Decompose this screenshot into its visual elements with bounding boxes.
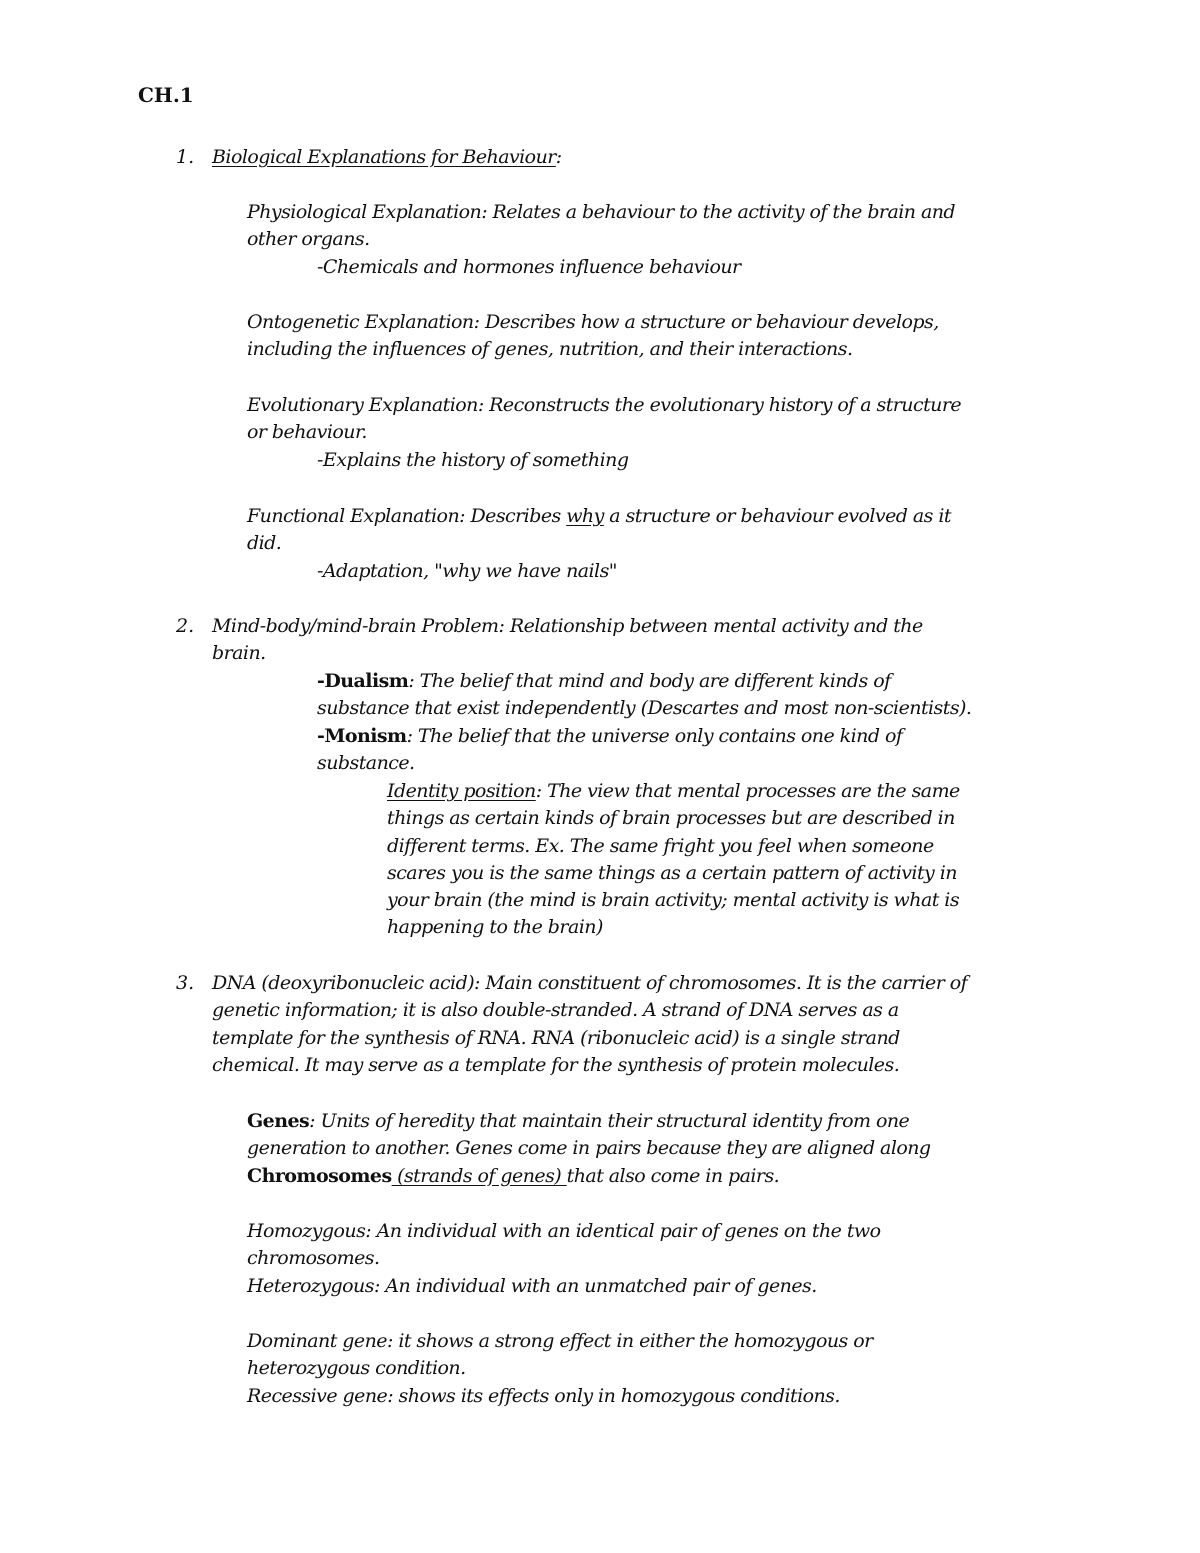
homozygous-line-2: chromosomes. bbox=[247, 1247, 380, 1270]
functional-line-1-start: Functional Explanation: Describes bbox=[247, 505, 567, 527]
evolutionary-line-1: Evolutionary Explanation: Reconstructs the evolutionary history of a structure bbox=[247, 394, 962, 416]
dna-definition bbox=[212, 970, 967, 1079]
section-1-heading-colon: : bbox=[555, 146, 562, 168]
identity-line-3: different terms. Ex. The same fright you feel when someone bbox=[387, 834, 934, 857]
genes-definition bbox=[247, 1108, 931, 1190]
identity-line-1 bbox=[387, 778, 960, 805]
section-1-heading-text: Biological Explanations for Behaviour bbox=[212, 146, 556, 168]
mind-body-line-1: Mind-body/mind-brain Problem: Relationship between mental activity and the bbox=[212, 615, 923, 637]
identity-term: Identity position bbox=[387, 780, 536, 802]
ontogenetic-explanation bbox=[247, 309, 939, 364]
monism-definition: : The belief that the universe only contains one kind of bbox=[406, 724, 903, 747]
physiological-line-1: Physiological Explanation: Relates a behaviour to the activity of the brain and bbox=[247, 201, 956, 223]
identity-line-5: your brain (the mind is brain activity; mental activity is what is bbox=[387, 889, 960, 912]
monism-line-1 bbox=[317, 723, 971, 750]
chromosomes-gloss: (strands of genes) bbox=[391, 1164, 567, 1187]
physiological-note: -Chemicals and hormones influence behaviour bbox=[317, 255, 741, 278]
monism-term: -Monism bbox=[317, 724, 407, 747]
list-number-2: 2. bbox=[176, 615, 195, 637]
heterozygous-line: Heterozygous: An individual with an unmatched pair of genes. bbox=[247, 1274, 817, 1297]
evolutionary-note: -Explains the history of something bbox=[317, 448, 629, 471]
ontogenetic-line-2: including the influences of genes, nutrition, and their interactions. bbox=[247, 338, 853, 361]
identity-line-4: scares you is the same things as a certain pattern of activity in bbox=[387, 861, 957, 884]
dualism-line-1 bbox=[317, 668, 971, 695]
chromosomes-term: Chromosomes bbox=[247, 1164, 392, 1187]
dominant-line-2: heterozygous condition. bbox=[247, 1357, 466, 1380]
genes-term: Genes bbox=[247, 1110, 310, 1132]
dualism-term: -Dualism bbox=[317, 670, 409, 692]
functional-line-2: did. bbox=[247, 532, 282, 555]
identity-definition: : The view that mental processes are the same bbox=[535, 780, 960, 802]
genes-text-end: that also come in pairs. bbox=[566, 1164, 780, 1187]
dominance-definitions bbox=[247, 1328, 873, 1410]
genes-line-1 bbox=[247, 1108, 931, 1135]
ontogenetic-line-1: Ontogenetic Explanation: Describes how a structure or behaviour develops, bbox=[247, 311, 939, 333]
identity-position-block bbox=[387, 778, 960, 942]
zygosity-definitions bbox=[247, 1218, 881, 1300]
dna-line-1: DNA (deoxyribonucleic acid): Main constituent of chromosomes. It is the carrier of bbox=[212, 972, 968, 994]
homozygous-line-1: Homozygous: An individual with an identical pair of genes on the two bbox=[247, 1220, 881, 1242]
dna-line-3: template for the synthesis of RNA. RNA (ribonucleic acid) is a single strand bbox=[212, 1026, 900, 1049]
monism-line-2: substance. bbox=[317, 751, 415, 774]
evolutionary-explanation bbox=[247, 392, 961, 474]
section-1-heading bbox=[212, 144, 562, 171]
dualism-line-2: substance that exist independently (Descartes and most non-scientists). bbox=[317, 697, 972, 720]
dna-line-2: genetic information; it is also double-stranded. A strand of DNA serves as a bbox=[212, 999, 899, 1022]
functional-note: -Adaptation, "why we have nails" bbox=[317, 559, 617, 582]
list-number-3: 3. bbox=[176, 972, 195, 994]
physiological-explanation bbox=[247, 199, 955, 281]
genes-text-1: : Units of heredity that maintain their structural identity from one bbox=[309, 1110, 910, 1132]
functional-line-1-end: a structure or behaviour evolved as it bbox=[603, 505, 951, 527]
identity-line-6: happening to the brain) bbox=[387, 916, 603, 939]
list-number-1: 1. bbox=[176, 146, 195, 168]
dna-line-4: chemical. It may serve as a template for the synthesis of protein molecules. bbox=[212, 1053, 900, 1076]
page-title: CH.1 bbox=[138, 83, 194, 107]
evolutionary-line-2: or behaviour. bbox=[247, 421, 367, 444]
functional-why-emphasis: why bbox=[566, 505, 604, 527]
genes-line-2: generation to another. Genes come in pairs because they are aligned along bbox=[247, 1137, 931, 1160]
identity-line-2: things as certain kinds of brain processes but are described in bbox=[387, 807, 955, 830]
recessive-line: Recessive gene: shows its effects only in homozygous conditions. bbox=[247, 1384, 840, 1407]
mind-body-problem bbox=[212, 613, 923, 668]
functional-line-1 bbox=[247, 503, 951, 530]
physiological-line-2: other organs. bbox=[247, 228, 370, 251]
genes-line-3 bbox=[247, 1163, 931, 1190]
functional-explanation bbox=[247, 503, 951, 585]
mind-body-line-2: brain. bbox=[212, 642, 266, 665]
dualism-monism-block bbox=[317, 668, 971, 777]
dualism-definition: : The belief that mind and body are different kinds of bbox=[408, 670, 891, 692]
dominant-line-1: Dominant gene: it shows a strong effect in either the homozygous or bbox=[247, 1330, 873, 1352]
